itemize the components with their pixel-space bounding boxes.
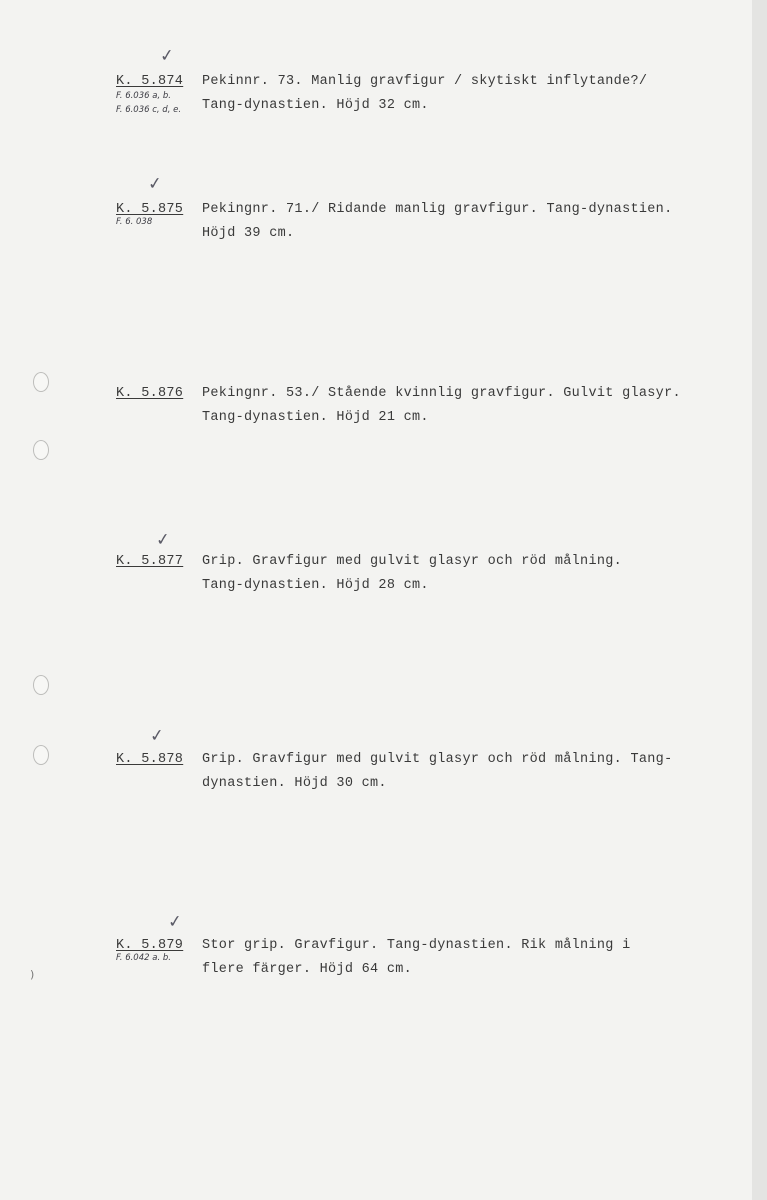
check-mark: ✓ [166, 911, 184, 933]
punch-hole [33, 675, 49, 695]
photo-reference: F. 6.036 a, b. [116, 91, 171, 101]
catalog-entry [0, 360, 752, 470]
check-mark: ✓ [148, 725, 166, 747]
photo-reference: F. 6.042 a. b. [116, 953, 171, 963]
catalog-number: K. 5.875 [116, 202, 184, 217]
catalog-entry [0, 912, 752, 1022]
entry-description-line-2: Tang-dynastien. Höjd 28 cm. [202, 578, 429, 593]
catalog-number: K. 5.874 [116, 74, 184, 89]
entry-description-line-1: Grip. Gravfigur med gulvit glasyr och röd målning. Tang- [202, 752, 673, 767]
catalog-entry [0, 726, 752, 836]
check-mark: ✓ [158, 45, 176, 67]
catalog-number: K. 5.876 [116, 386, 184, 401]
entry-description-line-1: Pekingnr. 71./ Ridande manlig gravfigur. Tang-dynastien. [202, 202, 673, 217]
entry-description-line-2: Tang-dynastien. Höjd 32 cm. [202, 98, 429, 113]
entry-description-line-1: Pekingnr. 53./ Stående kvinnlig gravfigur. Gulvit glasyr. [202, 386, 681, 401]
entry-description-line-2: Tang-dynastien. Höjd 21 cm. [202, 410, 429, 425]
entry-description-line-2: Höjd 39 cm. [202, 226, 295, 241]
photo-reference: F. 6. 038 [116, 217, 153, 227]
catalog-entry [0, 528, 752, 638]
entry-description-line-2: flere färger. Höjd 64 cm. [202, 962, 413, 977]
entry-description-line-1: Stor grip. Gravfigur. Tang-dynastien. Rik målning i [202, 938, 631, 953]
margin-mark: ) [30, 968, 35, 981]
catalog-number: K. 5.879 [116, 938, 184, 953]
photo-reference: F. 6.036 c, d, e. [116, 105, 182, 115]
catalog-number: K. 5.877 [116, 554, 184, 569]
page-edge [752, 0, 767, 1200]
catalog-entry [0, 45, 752, 158]
check-mark: ✓ [146, 173, 164, 195]
catalog-number: K. 5.878 [116, 752, 184, 767]
catalog-entry [0, 173, 752, 286]
check-mark: ✓ [154, 529, 172, 551]
entry-description-line-2: dynastien. Höjd 30 cm. [202, 776, 387, 791]
entry-description-line-1: Pekinnr. 73. Manlig gravfigur / skytiskt inflytande?/ [202, 74, 648, 89]
entry-description-line-1: Grip. Gravfigur med gulvit glasyr och röd målning. [202, 554, 623, 569]
